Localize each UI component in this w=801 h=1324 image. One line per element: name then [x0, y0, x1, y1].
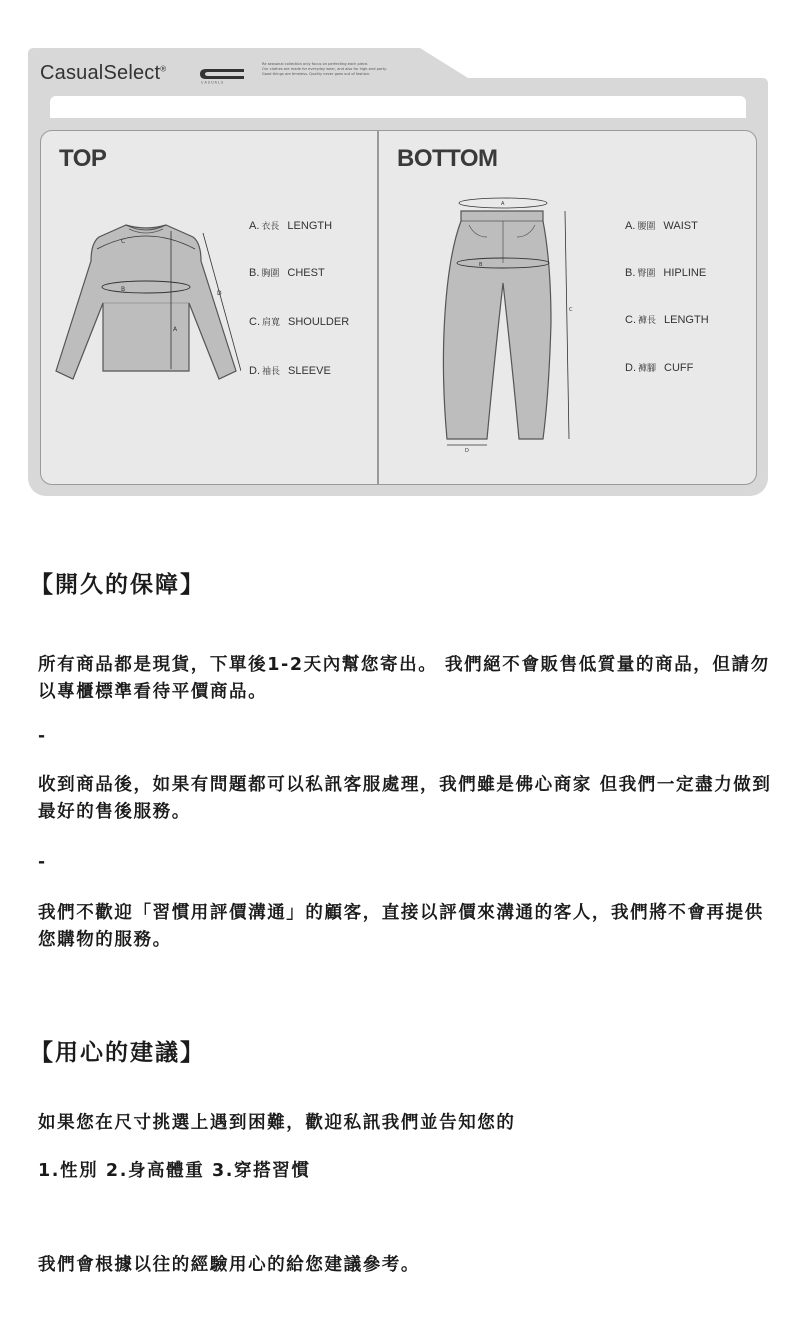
advice-line-1: 如果您在尺寸挑選上遇到困難，歡迎私訊我們並告知您的	[38, 1113, 516, 1133]
svg-text:C: C	[569, 307, 573, 313]
advice-line-2: 1.性別 2.身高體重 3.穿搭習慣	[38, 1161, 311, 1181]
guarantee-title: 【開久的保障】	[30, 572, 205, 598]
bottom-measure-cuff: D. 褲腳 CUFF	[625, 362, 694, 374]
top-measure-chest: B. 胸圍 CHEST	[249, 267, 325, 279]
bottom-measure-hipline: B. 臀圍 HIPLINE	[625, 267, 707, 279]
svg-text:A: A	[173, 326, 178, 333]
advice-line-3: 我們會根據以往的經驗用心的給您建議參考。	[38, 1255, 420, 1275]
guarantee-paragraph-1: 所有商品都是現貨，下單後1-2天內幫您寄出。 我們絕不會販售低質量的商品，但請勿以專櫃標準看待平價商品。	[38, 655, 770, 702]
svg-text:D: D	[217, 290, 222, 297]
svg-text:B: B	[479, 262, 483, 268]
separator-dash: -	[38, 852, 46, 872]
svg-text:B: B	[121, 286, 126, 293]
advice-title: 【用心的建議】	[30, 1040, 205, 1066]
pants-diagram	[439, 193, 589, 453]
sweater-diagram	[51, 221, 241, 381]
top-measure-sleeve: D. 袖長 SLEEVE	[249, 365, 331, 377]
size-chart-card	[28, 48, 768, 496]
svg-text:C: C	[121, 238, 126, 245]
svg-text:C A S U A L S: C A S U A L S	[201, 80, 224, 84]
brand-tagline: Re seasonal collection only focus on perfecting each piece. Our clothes are made for everyday wear, and also for high-end party. Good things are timeless. Quality never goes out of fashion.	[262, 62, 387, 76]
bottom-measure-length: C. 褲長 LENGTH	[625, 314, 709, 326]
bottom-panel-title: BOTTOM	[397, 145, 498, 172]
svg-text:A: A	[501, 201, 505, 207]
bottom-measure-waist: A. 腰圍 WAIST	[625, 220, 698, 232]
brand-c-logo-icon	[200, 66, 250, 84]
svg-text:D: D	[465, 448, 469, 453]
chart-header-bar	[50, 96, 746, 118]
guarantee-paragraph-3: 我們不歡迎「習慣用評價溝通」的顧客，直接以評價來溝通的客人，我們將不會再提供您購物的服務。	[38, 903, 764, 950]
brand-logo-text: CasualSelect®	[40, 62, 167, 84]
separator-dash: -	[38, 726, 46, 746]
top-measure-length: A. 衣長 LENGTH	[249, 220, 333, 232]
chart-body	[28, 118, 768, 496]
guarantee-paragraph-2: 收到商品後，如果有問題都可以私訊客服處理，我們雖是佛心商家 但我們一定盡力做到最好的售後服務。	[38, 775, 772, 822]
top-measure-shoulder: C. 肩寬 SHOULDER	[249, 316, 350, 328]
panel-divider	[377, 131, 379, 484]
top-panel-title: TOP	[59, 145, 107, 172]
chart-inner-panel	[40, 130, 757, 485]
